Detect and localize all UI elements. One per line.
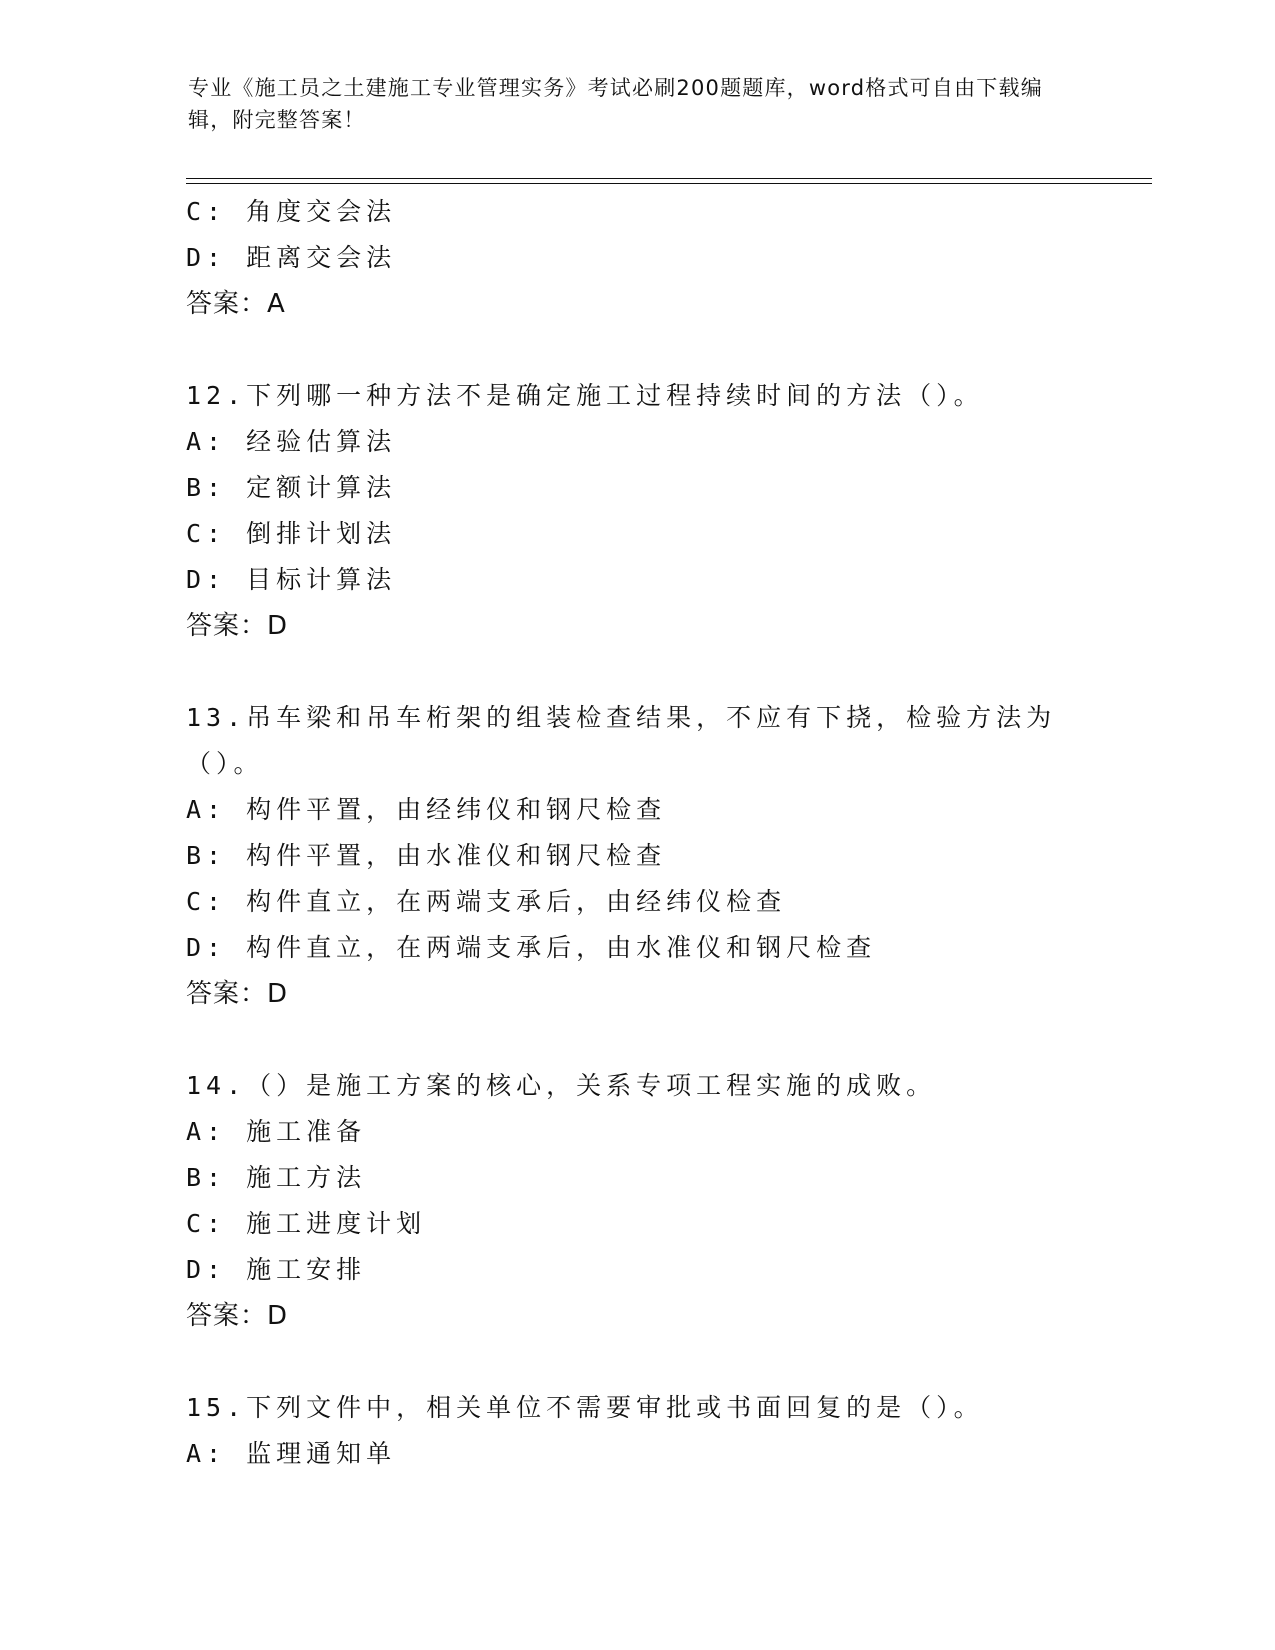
option-d: D: 目标计算法 — [186, 565, 397, 594]
option-b: B: 施工方法 — [186, 1163, 367, 1192]
option-b: B: 构件平置，由水准仪和钢尺检查 — [186, 841, 667, 870]
spacer — [186, 327, 1086, 373]
option-c: C: 施工进度计划 — [186, 1209, 427, 1238]
option-c: C: 角度交会法 — [186, 197, 397, 226]
spacer — [186, 1017, 1086, 1063]
header-rule-bottom — [186, 183, 1152, 184]
question-13 — [186, 695, 1086, 1017]
question-15 — [186, 1385, 1086, 1477]
option-a: A: 监理通知单 — [186, 1439, 397, 1468]
option-a: A: 经验估算法 — [186, 427, 397, 456]
option-a: A: 施工准备 — [186, 1117, 367, 1146]
option-d: D: 距离交会法 — [186, 243, 397, 272]
answer: 答案：D — [186, 611, 289, 641]
document-header: 专业《施工员之土建施工专业管理实务》考试必刷200题题库，word格式可自由下载编辑，附完整答案！ — [188, 76, 1043, 132]
answer: 答案：D — [186, 1301, 289, 1331]
option-b: B: 定额计算法 — [186, 473, 397, 502]
question-14 — [186, 1063, 1086, 1339]
answer: 答案：A — [186, 289, 286, 319]
previous-question-tail — [186, 189, 1086, 327]
question-stem: 15.下列文件中，相关单位不需要审批或书面回复的是（）。 — [186, 1393, 984, 1422]
question-stem: 13.吊车梁和吊车桁架的组装检查结果，不应有下挠，检验方法为（）。 — [186, 703, 1057, 778]
option-c: C: 倒排计划法 — [186, 519, 397, 548]
question-stem: 12.下列哪一种方法不是确定施工过程持续时间的方法（）。 — [186, 381, 984, 410]
question-12 — [186, 373, 1086, 649]
option-a: A: 构件平置，由经纬仪和钢尺检查 — [186, 795, 667, 824]
question-list — [186, 189, 1086, 1477]
header-rule-top — [186, 178, 1152, 179]
answer: 答案：D — [186, 979, 289, 1009]
spacer — [186, 1339, 1086, 1385]
option-d: D: 施工安排 — [186, 1255, 367, 1284]
question-stem: 14.（）是施工方案的核心，关系专项工程实施的成败。 — [186, 1071, 937, 1100]
option-c: C: 构件直立，在两端支承后，由经纬仪检查 — [186, 887, 787, 916]
spacer — [186, 649, 1086, 695]
option-d: D: 构件直立，在两端支承后，由水准仪和钢尺检查 — [186, 933, 877, 962]
